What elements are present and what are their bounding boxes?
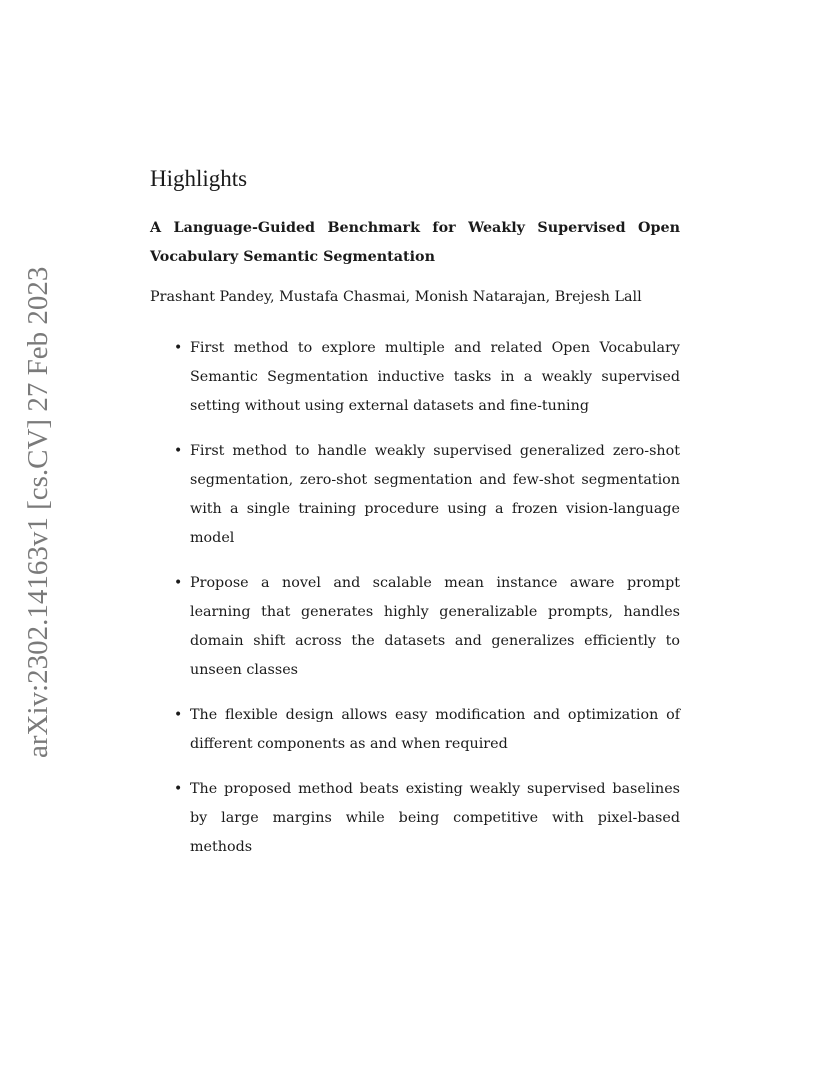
highlight-text: Propose a novel and scalable mean instance aware prompt learning that generates highly generalizable prompts, handles domain shift across the datasets and generalizes efficiently to unseen classes	[190, 575, 680, 678]
highlight-item	[150, 334, 680, 421]
highlight-item	[150, 701, 680, 759]
highlight-text: The flexible design allows easy modification and optimization of different components as and when required	[190, 707, 680, 752]
highlight-text: First method to handle weakly supervised generalized zero-shot segmentation, zero-shot segmentation and few-shot segmentation with a single training procedure using a frozen vision-language model	[190, 443, 680, 546]
highlight-item	[150, 437, 680, 553]
highlights-page	[150, 164, 680, 878]
bullet-icon: •	[174, 781, 183, 797]
highlights-list	[150, 334, 680, 862]
paper-title: A Language-Guided Benchmark for Weakly Supervised Open Vocabulary Semantic Segmentation	[150, 220, 680, 265]
bullet-icon: •	[174, 340, 183, 356]
bullet-icon: •	[174, 443, 183, 459]
bullet-icon: •	[174, 575, 183, 591]
section-title: Highlights	[150, 166, 248, 191]
highlight-text: The proposed method beats existing weakly supervised baselines by large margins while being competitive with pixel-based methods	[190, 781, 680, 855]
highlight-text: First method to explore multiple and related Open Vocabulary Semantic Segmentation inductive tasks in a weakly supervised setting without using external datasets and fine-tuning	[190, 340, 680, 414]
bullet-icon: •	[174, 707, 183, 723]
arxiv-identifier-stamp: arXiv:2302.14163v1 [cs.CV] 27 Feb 2023	[22, 266, 54, 758]
highlight-item	[150, 775, 680, 862]
author-list: Prashant Pandey, Mustafa Chasmai, Monish Natarajan, Brejesh Lall	[150, 289, 642, 305]
highlight-item	[150, 569, 680, 685]
